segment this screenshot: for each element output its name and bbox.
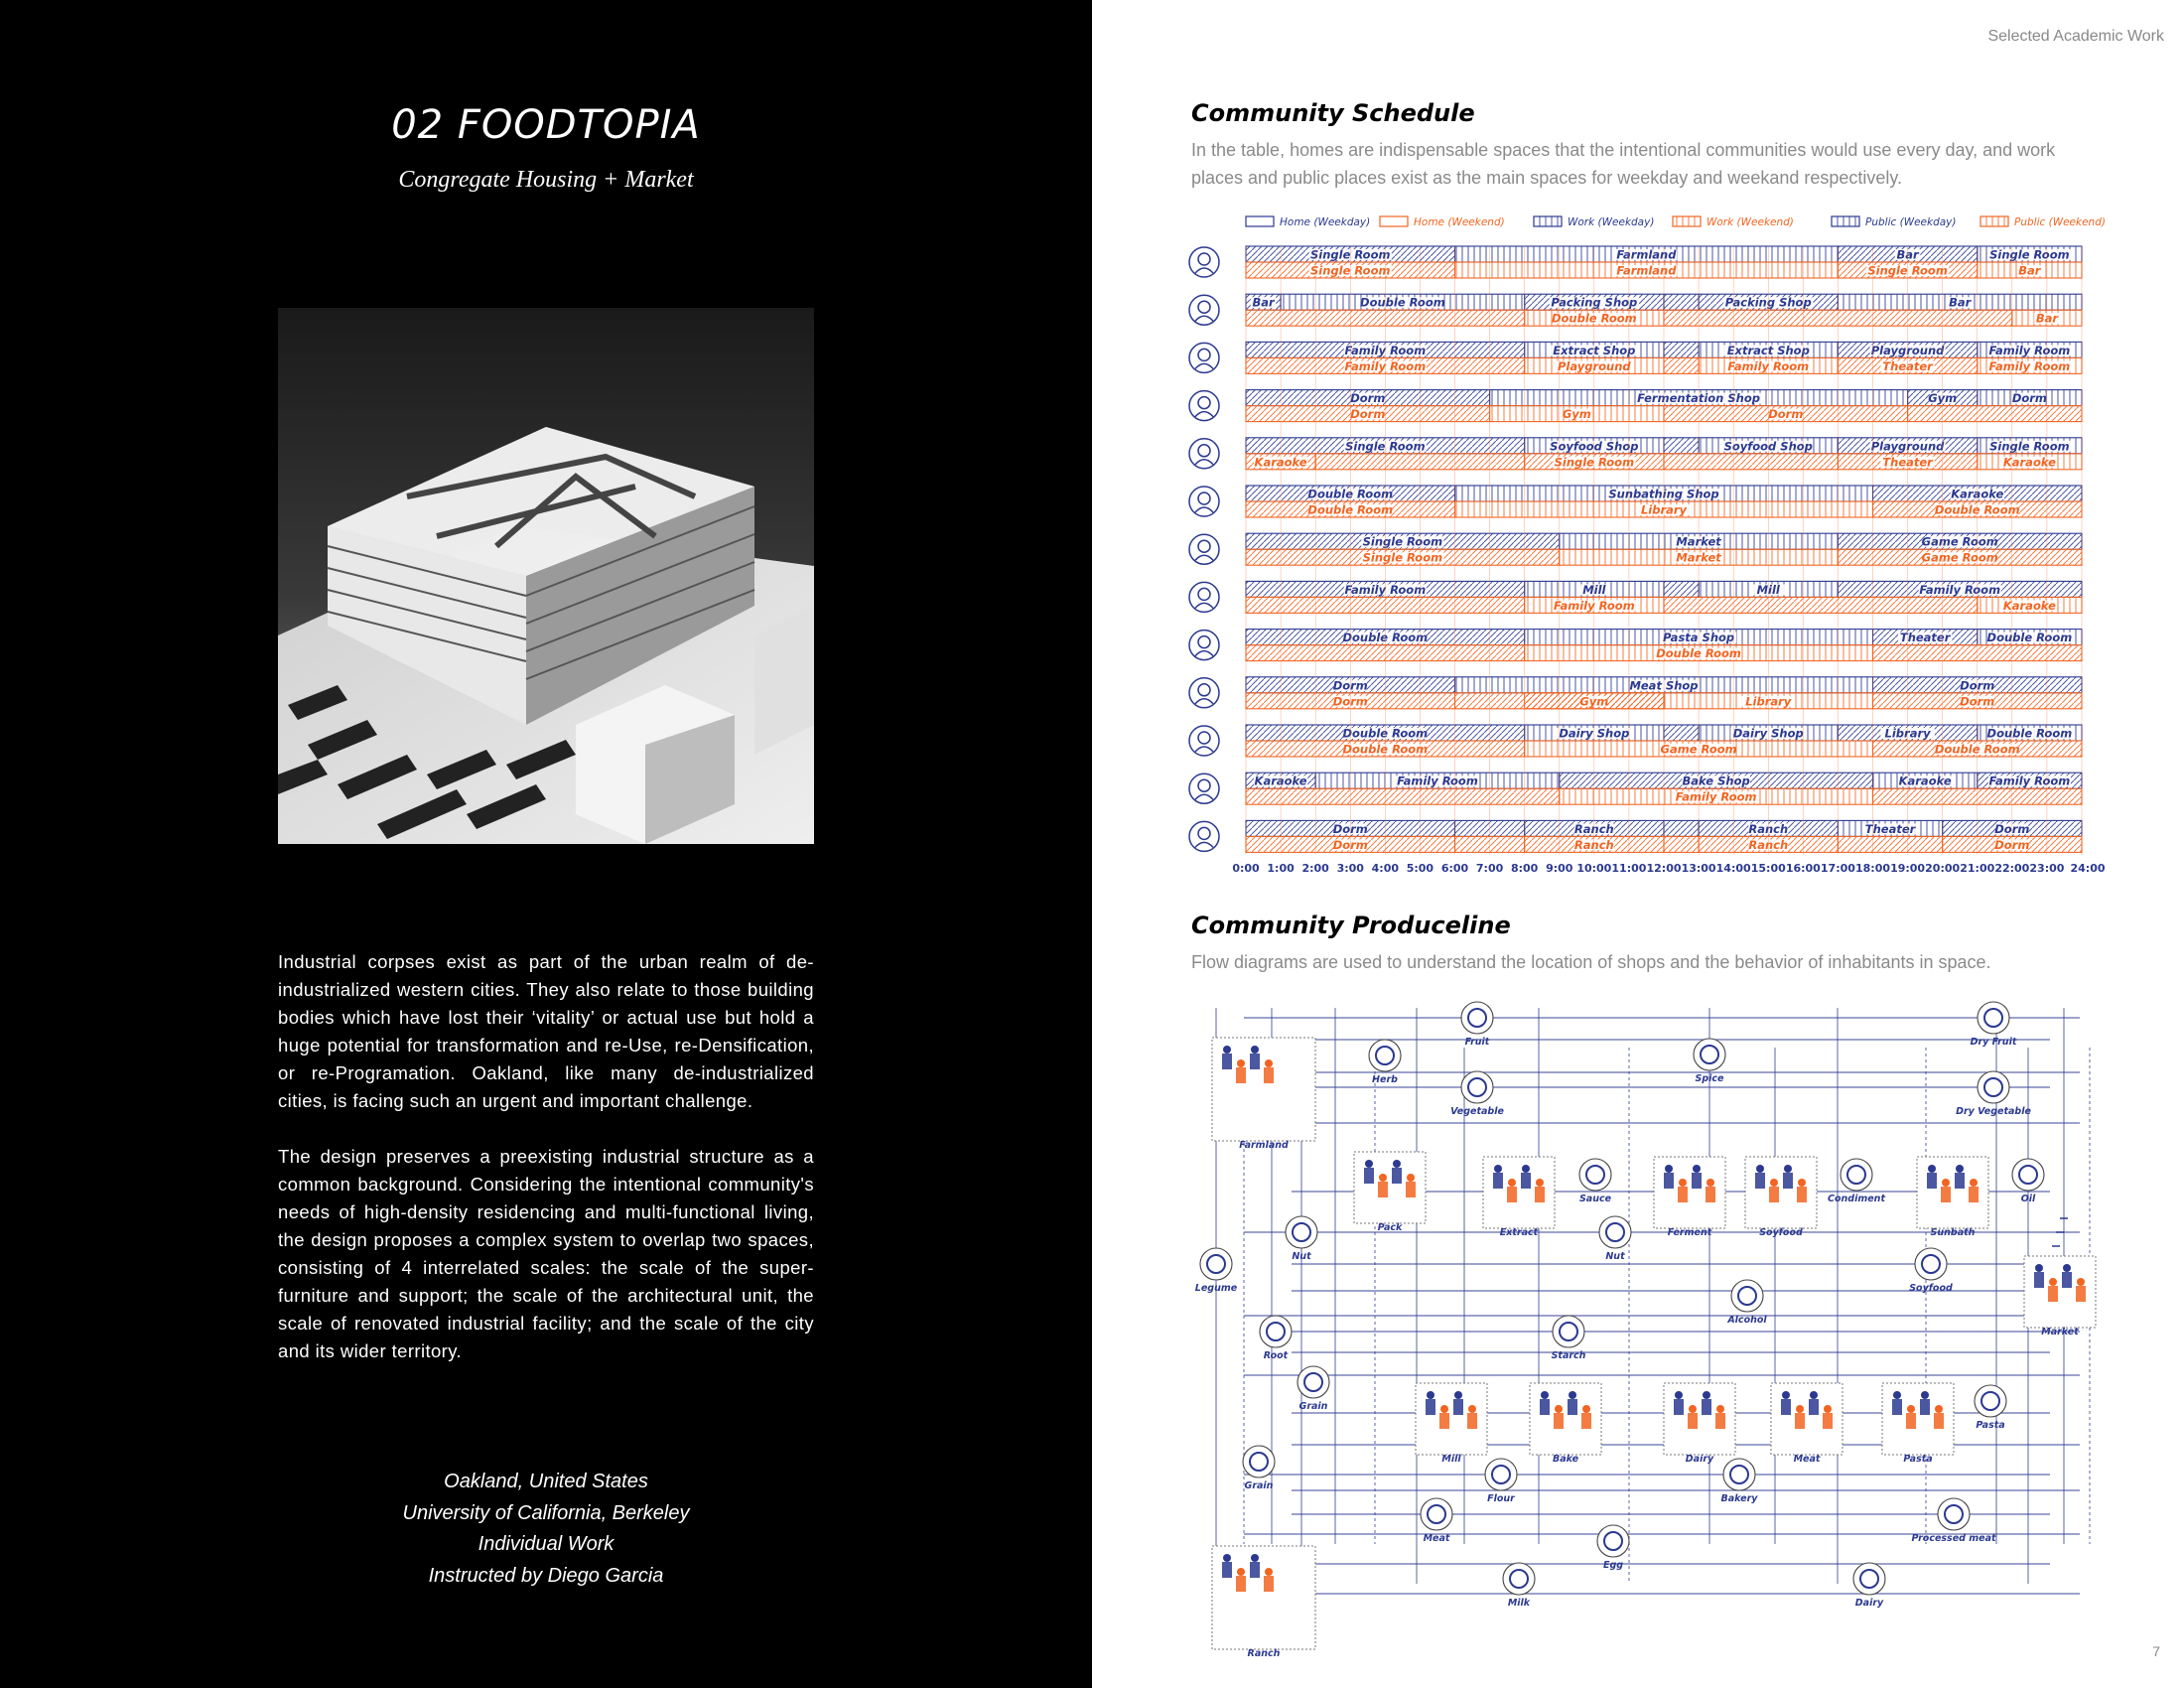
schedule-label: Sunbathing Shop xyxy=(1608,487,1719,501)
hour-tick-label: 11:00 xyxy=(1611,862,1647,875)
node-label: Root xyxy=(1263,1350,1289,1361)
schedule-label: Theater xyxy=(1882,455,1933,470)
node-label: Bakery xyxy=(1720,1493,1758,1504)
produceline-title: Community Produceline xyxy=(1191,912,1511,939)
legend-item xyxy=(1246,216,1370,228)
produceline-node xyxy=(1599,1216,1631,1262)
schedule-row xyxy=(1189,820,2082,852)
produceline-node xyxy=(1286,1216,1317,1262)
produceline-node xyxy=(2024,1256,2096,1337)
schedule-label: Single Room xyxy=(1554,455,1635,470)
schedule-label: Single Room xyxy=(1362,550,1443,565)
schedule-label: Gym xyxy=(1579,694,1609,709)
node-label: Market xyxy=(2041,1327,2079,1337)
hour-tick-label: 15:00 xyxy=(1750,862,1786,875)
schedule-label: Single Room xyxy=(1345,439,1426,454)
credit-instructor: Instructed by Diego Garcia xyxy=(428,1564,664,1587)
schedule-label: Library xyxy=(1884,726,1931,741)
schedule-label: Family Room xyxy=(1727,358,1810,373)
schedule-label: Meat Shop xyxy=(1629,678,1699,693)
node-label: Flour xyxy=(1487,1493,1515,1504)
node-label: Milk xyxy=(1507,1598,1531,1609)
produceline-node xyxy=(1212,1038,1315,1151)
produceline-description: Flow diagrams are used to understand the location of shops and the behavior of inhabitants in space. xyxy=(1191,952,1991,972)
schedule-label: Double Room xyxy=(1307,502,1394,517)
produceline-node xyxy=(1771,1383,1843,1465)
schedule-label: Game Room xyxy=(1660,742,1737,757)
schedule-label: Family Room xyxy=(1988,774,2071,788)
produceline-node xyxy=(1450,1071,1504,1117)
schedule-label: Packing Shop xyxy=(1551,295,1638,310)
project-title: 02 FOODTOPIA xyxy=(391,102,701,148)
hour-tick-label: 21:00 xyxy=(1960,862,1995,875)
project-subtitle: Congregate Housing + Market xyxy=(398,167,694,193)
hour-tick-label: 18:00 xyxy=(1854,862,1891,875)
schedule-label: Single Room xyxy=(1310,263,1391,278)
schedule-label: Ranch xyxy=(1573,837,1614,852)
schedule-label: Karaoke xyxy=(1898,774,1952,788)
node-label: Ferment xyxy=(1667,1227,1712,1238)
node-label: Condiment xyxy=(1828,1194,1885,1204)
produceline-node xyxy=(1530,1383,1601,1465)
node-label: Sauce xyxy=(1578,1194,1612,1204)
produceline-node xyxy=(1654,1157,1725,1238)
schedule-label: Single Room xyxy=(1989,247,2070,262)
schedule-label: Family Room xyxy=(1675,789,1757,804)
schedule-segment xyxy=(1664,597,1978,613)
schedule-label: Extract Shop xyxy=(1726,343,1810,357)
node-label: Bake xyxy=(1552,1454,1579,1465)
schedule-label: Dorm xyxy=(1994,821,2030,836)
schedule-label: Market xyxy=(1676,550,1721,565)
produceline-node xyxy=(1975,1385,2006,1431)
project-credits xyxy=(0,1467,1092,1592)
schedule-label: Double Room xyxy=(1934,502,2020,517)
schedule-label: Family Room xyxy=(1344,358,1427,373)
schedule-label: Dairy Shop xyxy=(1732,726,1804,741)
schedule-label: Playground xyxy=(1870,439,1945,454)
hour-tick-label: 23:00 xyxy=(2029,862,2065,875)
resident-avatar-icon xyxy=(1189,534,1219,564)
legend-item xyxy=(1534,216,1654,228)
produceline-node xyxy=(1195,1248,1238,1294)
schedule-label: Mill xyxy=(1582,582,1606,597)
schedule-label: Dorm xyxy=(1332,837,1368,852)
schedule-label: Packing Shop xyxy=(1724,295,1812,310)
hour-tick-label: 2:00 xyxy=(1301,862,1329,875)
node-label: Dry Vegetable xyxy=(1956,1106,2031,1117)
schedule-label: Family Room xyxy=(1397,774,1478,788)
node-label: Nut xyxy=(1292,1251,1311,1262)
hour-tick-label: 3:00 xyxy=(1336,862,1364,875)
node-label: Grain xyxy=(1244,1480,1274,1491)
schedule-segment xyxy=(1664,294,1699,310)
schedule-label: Farmland xyxy=(1616,263,1677,278)
hour-tick-label: 0:00 xyxy=(1232,862,1260,875)
node-label: Farmland xyxy=(1239,1140,1289,1151)
produceline-node xyxy=(1212,1546,1315,1659)
schedule-label: Playground xyxy=(1557,358,1631,373)
schedule-label: Bar xyxy=(1949,295,1972,310)
produceline-node xyxy=(1483,1157,1555,1238)
schedule-label: Ranch xyxy=(1748,821,1789,836)
produceline-node xyxy=(1828,1159,1885,1204)
credit-school: University of California, Berkeley xyxy=(402,1501,690,1524)
resident-avatar-icon xyxy=(1189,774,1219,803)
hour-tick-label: 14:00 xyxy=(1715,862,1751,875)
resident-avatar-icon xyxy=(1189,439,1219,469)
node-label: Dairy xyxy=(1685,1454,1714,1465)
schedule-description: In the table, homes are indispensable spaces that the intentional communities would use every day, and work places and public places exist as the main spaces for weekday and weekand respectively. xyxy=(1191,140,2056,188)
credit-work-type: Individual Work xyxy=(478,1533,614,1555)
produceline-node xyxy=(1416,1383,1487,1465)
schedule-row xyxy=(1189,725,2082,757)
hour-tick-label: 20:00 xyxy=(1925,862,1961,875)
node-label: Spice xyxy=(1695,1073,1724,1084)
schedule-label: Dorm xyxy=(1768,407,1804,422)
produceline-node xyxy=(1956,1071,2031,1117)
resident-avatar-icon xyxy=(1189,295,1219,325)
schedule-label: Family Room xyxy=(1988,343,2071,357)
node-label: Legume xyxy=(1194,1283,1238,1294)
schedule-label: Fermentation Shop xyxy=(1637,391,1760,406)
schedule-label: Game Room xyxy=(1921,550,1998,565)
schedule-label: Farmland xyxy=(1616,247,1677,262)
schedule-row xyxy=(1189,342,2082,373)
schedule-label: Double Room xyxy=(1342,631,1429,645)
produceline-node xyxy=(1260,1316,1292,1361)
hour-tick-label: 1:00 xyxy=(1267,862,1295,875)
schedule-label: Karaoke xyxy=(2002,455,2056,470)
produceline-node xyxy=(1726,1280,1767,1326)
hour-tick-label: 6:00 xyxy=(1440,862,1469,875)
schedule-label: Karaoke xyxy=(2002,598,2056,613)
intro-paragraph-1: Industrial corpses exist as part of the urban realm of de-industrialized western cities. They also relate to those building bodies which have lost their ‘vitality’ or actual use but hold a huge potential for transformation and re-Use, re-Densification, or re-Programation. Oakland, like many de-industrialized cities, is facing such an urgent and important challenge. xyxy=(278,951,814,1111)
schedule-label: Ranch xyxy=(1573,821,1614,836)
schedule-label: Dairy Shop xyxy=(1559,726,1630,741)
hour-tick-label: 12:00 xyxy=(1646,862,1682,875)
resident-avatar-icon xyxy=(1189,487,1219,516)
produceline-node xyxy=(1971,1002,2017,1048)
schedule-row xyxy=(1189,773,2082,804)
node-label: Herb xyxy=(1372,1074,1398,1085)
hour-tick-label: 17:00 xyxy=(1820,862,1855,875)
schedule-label: Double Room xyxy=(1934,742,2020,757)
schedule-label: Gym xyxy=(1928,391,1958,406)
resident-avatar-icon xyxy=(1189,726,1219,756)
node-label: Dairy xyxy=(1854,1598,1884,1609)
schedule-label: Double Room xyxy=(1307,487,1394,501)
hour-tick-label: 4:00 xyxy=(1371,862,1400,875)
svg-text:Public (Weekend): Public (Weekend) xyxy=(2014,216,2106,228)
schedule-row xyxy=(1189,581,2082,613)
schedule-segment xyxy=(1664,454,1838,470)
produceline-node xyxy=(1745,1157,1817,1238)
svg-text:Home (Weekend): Home (Weekend) xyxy=(1414,216,1505,228)
credit-location: Oakland, United States xyxy=(444,1471,648,1492)
node-label: Processed meat xyxy=(1911,1533,1996,1544)
schedule-segment xyxy=(1664,438,1699,454)
node-label: Meat xyxy=(1793,1454,1821,1465)
schedule-row xyxy=(1189,533,2082,565)
schedule-label: Dorm xyxy=(1350,407,1386,422)
schedule-label: Family Room xyxy=(1919,582,2001,597)
node-label: Starch xyxy=(1551,1350,1586,1361)
schedule-label: Pasta Shop xyxy=(1662,631,1735,645)
schedule-label: Library xyxy=(1640,502,1688,517)
schedule-label: Mill xyxy=(1756,582,1780,597)
schedule-label: Game Room xyxy=(1921,534,1998,549)
produceline-diagram xyxy=(1186,988,2110,1659)
schedule-label: Bake Shop xyxy=(1682,774,1750,788)
hour-tick-label: 8:00 xyxy=(1510,862,1539,875)
node-label: Sunbath xyxy=(1930,1227,1976,1238)
hour-tick-label: 16:00 xyxy=(1785,862,1821,875)
schedule-label: Bar xyxy=(1252,295,1275,310)
schedule-label: Dorm xyxy=(1994,837,2030,852)
model-photo xyxy=(278,308,814,844)
resident-avatar-icon xyxy=(1189,582,1219,612)
hour-tick-label: 7:00 xyxy=(1475,862,1504,875)
node-label: Egg xyxy=(1602,1560,1624,1571)
node-label: Soyfood xyxy=(1909,1283,1953,1294)
svg-text:Work (Weekend): Work (Weekend) xyxy=(1706,216,1794,228)
resident-avatar-icon xyxy=(1189,247,1219,277)
node-label: Mill xyxy=(1441,1454,1461,1465)
schedule-label: Soyfood Shop xyxy=(1550,439,1639,454)
schedule-label: Library xyxy=(1745,694,1792,709)
hour-tick-label: 13:00 xyxy=(1681,862,1716,875)
produceline-node xyxy=(1917,1157,1988,1238)
node-label: Vegetable xyxy=(1450,1106,1504,1117)
schedule-segment xyxy=(1908,406,2082,422)
node-label: Pasta xyxy=(1976,1420,2005,1431)
schedule-label: Dorm xyxy=(1332,821,1368,836)
produceline-node xyxy=(1297,1366,1329,1412)
schedule-label: Theater xyxy=(1864,821,1916,836)
schedule-label: Dorm xyxy=(1350,391,1386,406)
schedule-segment xyxy=(1664,820,1699,836)
schedule-segment xyxy=(1246,788,1560,804)
svg-text:Work (Weekday): Work (Weekday) xyxy=(1568,216,1655,228)
produceline-node xyxy=(1694,1039,1725,1084)
produceline-node xyxy=(1911,1498,1996,1544)
schedule-title: Community Schedule xyxy=(1191,99,1475,127)
schedule-table xyxy=(1186,209,2110,874)
legend-item xyxy=(1380,216,1505,228)
produceline-node xyxy=(1461,1002,1493,1048)
schedule-label: Dorm xyxy=(1960,678,1995,693)
resident-avatar-icon xyxy=(1189,391,1219,421)
schedule-label: Single Room xyxy=(1867,263,1948,278)
schedule-label: Dorm xyxy=(1960,694,1995,709)
node-label: Grain xyxy=(1298,1401,1328,1412)
node-label: Soyfood xyxy=(1759,1227,1803,1238)
produceline-node xyxy=(2012,1159,2044,1204)
schedule-label: Family Room xyxy=(1344,582,1427,597)
node-label: Nut xyxy=(1605,1251,1625,1262)
schedule-label: Family Room xyxy=(1553,598,1635,613)
produceline-node xyxy=(1369,1040,1401,1085)
schedule-label: Karaoke xyxy=(1951,487,2004,501)
intro-paragraph-2: The design preserves a preexisting industrial structure as a common background. Considering the intentional community's needs of high-density residencing and multi-functional living, the design proposes a complex system to overlap two spaces, consisting of 4 interrelated scales: the scale of the super-furniture and support; the scale of the architectural unit, the scale of renovated industrial facility; and the scale of the city and its wider territory. xyxy=(278,1146,814,1361)
produceline-node xyxy=(1579,1159,1612,1204)
node-label: Dry Fruit xyxy=(1970,1037,2017,1048)
schedule-row xyxy=(1189,438,2082,470)
resident-avatar-icon xyxy=(1189,678,1219,708)
schedule-label: Ranch xyxy=(1748,837,1789,852)
page-number: 7 xyxy=(2152,1643,2160,1659)
schedule-label: Theater xyxy=(1899,631,1951,645)
schedule-label: Double Room xyxy=(1986,631,2073,645)
hour-tick-label: 24:00 xyxy=(2070,862,2106,875)
schedule-label: Double Room xyxy=(1986,726,2073,741)
schedule-label: Family Room xyxy=(1344,343,1427,357)
resident-avatar-icon xyxy=(1189,343,1219,372)
schedule-label: Playground xyxy=(1870,343,1945,357)
produceline-node xyxy=(1664,1383,1735,1465)
schedule-segment xyxy=(1664,836,1699,852)
schedule-label: Bar xyxy=(2035,311,2059,326)
schedule-label: Dorm xyxy=(1332,694,1368,709)
produceline-node xyxy=(1721,1459,1759,1504)
schedule-label: Family Room xyxy=(1988,358,2071,373)
svg-text:Home (Weekday): Home (Weekday) xyxy=(1280,216,1371,228)
node-label: Oil xyxy=(2020,1194,2036,1204)
schedule-segment xyxy=(1664,357,1699,373)
schedule-row xyxy=(1189,630,2082,661)
schedule-label: Dorm xyxy=(2011,391,2047,406)
produceline-node xyxy=(1853,1563,1885,1609)
schedule-label: Single Room xyxy=(1310,247,1391,262)
schedule-row xyxy=(1189,246,2082,278)
schedule-label: Double Room xyxy=(1360,295,1445,310)
node-label: Ranch xyxy=(1247,1648,1281,1659)
resident-avatar-icon xyxy=(1189,631,1219,660)
hour-tick-label: 22:00 xyxy=(1994,862,2030,875)
schedule-label: Double Room xyxy=(1551,311,1637,326)
schedule-row xyxy=(1189,390,2082,422)
node-label: Extract xyxy=(1499,1227,1539,1238)
schedule-label: Theater xyxy=(1882,358,1933,373)
produceline-node xyxy=(1882,1383,1954,1465)
schedule-label: Double Room xyxy=(1342,742,1429,757)
node-label: Pack xyxy=(1377,1222,1403,1233)
legend-item xyxy=(1980,216,2106,228)
schedule-label: Soyfood Shop xyxy=(1723,439,1813,454)
schedule-segment xyxy=(1664,725,1699,741)
node-label: Alcohol xyxy=(1727,1315,1767,1326)
hour-tick-label: 9:00 xyxy=(1546,862,1573,875)
produceline-node xyxy=(1243,1446,1275,1491)
schedule-label: Karaoke xyxy=(1254,455,1307,470)
schedule-row xyxy=(1189,294,2082,326)
schedule-label: Dorm xyxy=(1332,678,1368,693)
produceline-node xyxy=(1421,1498,1452,1544)
produceline-node xyxy=(1909,1248,1953,1294)
schedule-segment xyxy=(1838,836,1942,852)
schedule-label: Double Room xyxy=(1342,726,1429,741)
intro-text xyxy=(278,948,814,1393)
node-label: Meat xyxy=(1423,1533,1450,1544)
schedule-label: Single Room xyxy=(1989,439,2070,454)
produceline-node xyxy=(1552,1316,1586,1361)
schedule-label: Single Room xyxy=(1362,534,1443,549)
hour-tick-label: 10:00 xyxy=(1576,862,1612,875)
node-label: Pasta xyxy=(1903,1454,1933,1465)
schedule-row xyxy=(1189,677,2082,709)
schedule-label: Extract Shop xyxy=(1553,343,1636,357)
produceline-node xyxy=(1503,1563,1535,1609)
schedule-label: Gym xyxy=(1562,407,1591,422)
schedule-label: Bar xyxy=(1896,247,1919,262)
svg-text:Public (Weekday): Public (Weekday) xyxy=(1865,216,1957,228)
running-header: Selected Academic Work xyxy=(1987,28,2164,45)
legend-item xyxy=(1673,216,1794,228)
node-label: Fruit xyxy=(1464,1037,1490,1048)
schedule-segment xyxy=(1664,342,1699,357)
legend-item xyxy=(1832,216,1957,228)
hour-tick-label: 5:00 xyxy=(1406,862,1434,875)
schedule-row xyxy=(1189,486,2082,517)
produceline-node xyxy=(1354,1152,1426,1233)
schedule-label: Double Room xyxy=(1656,646,1741,661)
schedule-segment xyxy=(1664,581,1699,597)
produceline-node xyxy=(1485,1459,1517,1504)
schedule-label: Bar xyxy=(2018,263,2041,278)
schedule-label: Market xyxy=(1676,534,1721,549)
resident-avatar-icon xyxy=(1189,821,1219,851)
hour-tick-label: 19:00 xyxy=(1890,862,1926,875)
schedule-label: Karaoke xyxy=(1254,774,1307,788)
